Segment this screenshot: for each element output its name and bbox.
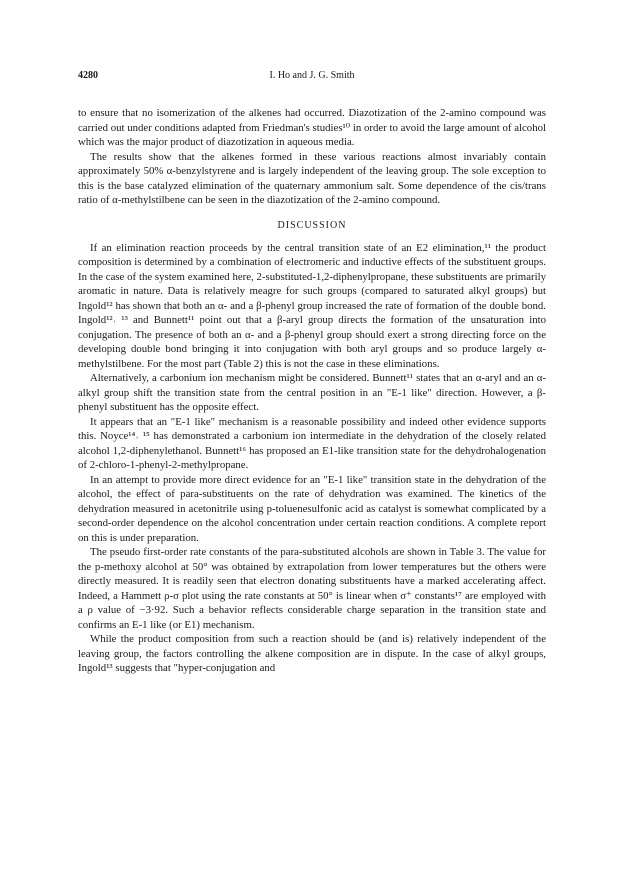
page-header [78,70,546,84]
paragraph: The results show that the alkenes formed in these various reactions almost invariably contain approximately 50% α-benzylstyrene and is largely independent of the leaving group. The sole exception to this is the base catalyzed elimination of the quaternary ammonium salt. Some dependence of the cis/trans ratio of α-methylstilbene can be seen in the diazotization of the 2-amino compound. [78,150,546,206]
paragraph: In an attempt to provide more direct evidence for an "E-1 like" transition state in the dehydration of the alcohol, the effect of para-substituents on the rate of dehydration was examined. The kinetics of the dehydration measured in acetonitrile using p-toluenesulfonic acid as catalyst is somewhat complicated by a second-order dependence on the alcohol concentration under certain reaction conditions. A complete report on this is under preparation. [78,473,546,544]
running-head: I. Ho and J. G. Smith [269,70,355,81]
discussion-section [78,241,546,676]
page-number: 4280 [78,70,98,81]
paragraph: The pseudo first-order rate constants of the para-substituted alcohols are shown in Table 3. The value for the p-methoxy alcohol at 50° was obtained by extrapolation from lower temperatures but the others were directly measured. It is readily seen that electron donating substituents have a marked accelerating affect. Indeed, a Hammett ρ-σ plot using the rate constants at 50° is linear when σ⁺ constants¹⁷ are employed with a ρ value of −3·92. Such a behavior reflects considerable charge separation in the transition state and confirms an E-1 like (or E1) mechanism. [78,546,546,631]
paragraph: While the product composition from such a reaction should be (and is) relatively independent of the leaving group, the factors controlling the alkene composition are in dispute. In the case of alkyl groups, Ingold¹³ suggests that "hyper-conjugation and [78,633,546,674]
results-section [78,106,546,208]
paragraph: It appears that an "E-1 like" mechanism is a reasonable possibility and indeed other evidence supports this. Noyce¹⁴˒ ¹⁵ has demonstrated a carbonium ion intermediate in the dehydration of the closely related alcohol 1,2-diphenylethanol. Bunnett¹⁶ has proposed an E1-like transition state for the dehydrohalogenation of 2-chloro-1-phenyl-2-methylpropane. [78,415,546,471]
paragraph: Alternatively, a carbonium ion mechanism might be considered. Bunnett¹¹ states that an α-aryl and an α-alkyl group shift the transition state from the central position in an "E-1 like" direction. However, a β-phenyl substituent has the opposite effect. [78,372,546,413]
paragraph: If an elimination reaction proceeds by the central transition state of an E2 elimination,¹¹ the product composition is determined by a combination of electromeric and inductive effects of the substituent groups. In the case of the system examined here, 2-substituted-1,2-diphenylpropane, these substituents are primarily aromatic in nature. Data is relatively meagre for such groups (compared to saturated alkyl groups) but Ingold¹² has shown that both an α- and a β-phenyl group increased the rate of formation of the double bond. Ingold¹²˒ ¹³ and Bunnett¹¹ point out that a β-aryl group directs the formation of the unsaturation into conjugation. The presence of both an α- and a β-phenyl group should exert a strong directing force on the developing double bond bringing it into conjugation with both aryl groups and so produce largely α-methylstilbene. For the most part (Table 2) this is not the case in these eliminations. [78,241,546,370]
section-heading: DISCUSSION [277,219,347,231]
journal-page [78,70,546,880]
paragraph: to ensure that no isomerization of the alkenes had occurred. Diazotization of the 2-amino compound was carried out under conditions adapted from Friedman's studies¹⁰ in order to avoid the large amount of alcohol which was the major product of diazotization in aqueous media. [78,107,546,148]
